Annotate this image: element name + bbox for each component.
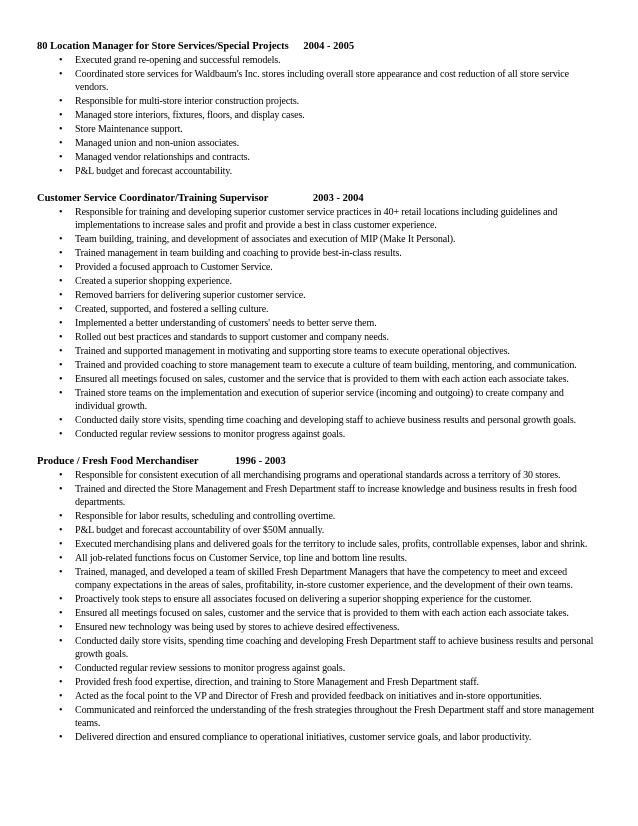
list-item: • Store Maintenance support. [75,123,602,136]
duty-list [37,206,602,441]
list-item: • Responsible for consistent execution of all merchandising programs and operational standards across a territory of 30 stores. [75,469,602,482]
list-item: • Ensured all meetings focused on sales, customer and the service that is provided to them with each action each associate takes. [75,607,602,620]
list-item: • Trained management in team building and coaching to provide best-in-class results. [75,247,602,260]
job-dates: 1996 - 2003 [235,456,286,467]
list-item: • Conducted regular review sessions to monitor progress against goals. [75,662,602,675]
job-section-produce-merchandiser [37,455,602,744]
job-section-customer-service [37,192,602,441]
job-dates: 2003 - 2004 [312,193,364,204]
list-item: • Delivered direction and ensured compliance to operational initiatives, customer service goals, and labor productivity. [75,731,602,744]
job-title: Produce / Fresh Food Merchandiser [37,456,199,467]
list-item: • Conducted regular review sessions to monitor progress against goals. [75,428,602,441]
list-item: • Communicated and reinforced the understanding of the fresh strategies throughout the Fresh Department staff and store management teams. [75,704,602,730]
list-item: • Ensured new technology was being used by stores to achieve desired effectiveness. [75,621,602,634]
list-item: • Coordinated store services for Waldbaum's Inc. stores including overall store appearance and cost reduction of all store service vendors. [75,68,602,94]
job-dates: 2004 - 2005 [303,41,355,52]
list-item: • Trained and supported management in motivating and supporting store teams to execute operational objectives. [75,345,602,358]
list-item: • Team building, training, and development of associates and execution of MIP (Make It Personal). [75,233,602,246]
list-item: • Provided fresh food expertise, direction, and training to Store Management and Fresh Department staff. [75,676,602,689]
list-item: • Provided a focused approach to Customer Service. [75,261,602,274]
list-item: • Removed barriers for delivering superior customer service. [75,289,602,302]
list-item: • Created a superior shopping experience. [75,275,602,288]
list-item: • Managed vendor relationships and contracts. [75,151,602,164]
list-item: • Executed grand re-opening and successful remodels. [75,54,602,67]
list-item: • Executed merchandising plans and delivered goals for the territory to include sales, profits, controllable expenses, labor and shrink. [75,538,602,551]
list-item: • Acted as the focal point to the VP and Director of Fresh and provided feedback on initiatives and in-store opportunities. [75,690,602,703]
list-item: • Managed union and non-union associates. [75,137,602,150]
list-item: • Proactively took steps to ensure all associates focused on delivering a superior shopping experience for the customer. [75,593,602,606]
list-item: • Trained, managed, and developed a team of skilled Fresh Department Managers that have the competency to meet and exceed company expectations in the areas of sales, profitability, in-store customer experience, and the development of their own teams. [75,566,602,592]
list-item: • Responsible for labor results, scheduling and controlling overtime. [75,510,602,523]
list-item: • Created, supported, and fostered a selling culture. [75,303,602,316]
list-item: • Responsible for training and developing superior customer service practices in 40+ retail locations including guidelines and implementations to increase sales and profit and provide a best in class customer experience. [75,206,602,232]
list-item: • P&L budget and forecast accountability. [75,165,602,178]
list-item: • Responsible for multi-store interior construction projects. [75,95,602,108]
list-item: • Ensured all meetings focused on sales, customer and the service that is provided to them with each action each associate takes. [75,373,602,386]
job-title: Customer Service Coordinator/Training Supervisor [37,193,269,204]
job-heading [37,192,602,206]
list-item: • Trained and provided coaching to store management team to execute a culture of team building, mentoring, and communication. [75,359,602,372]
job-heading [37,455,602,469]
duty-list [37,469,602,744]
duty-list [37,54,602,178]
list-item: • Conducted daily store visits, spending time coaching and developing Fresh Department staff to achieve business results and personal growth goals. [75,635,602,661]
list-item: • Rolled out best practices and standards to support customer and company needs. [75,331,602,344]
list-item: • P&L budget and forecast accountability of over $50M annually. [75,524,602,537]
job-title: 80 Location Manager for Store Services/Special Projects [37,41,289,52]
job-heading [37,40,602,54]
list-item: • Conducted daily store visits, spending time coaching and developing staff to achieve business results and personal growth goals. [75,414,602,427]
list-item: • Implemented a better understanding of customers' needs to better serve them. [75,317,602,330]
list-item: • Trained and directed the Store Management and Fresh Department staff to increase knowledge and business results in fresh food departments. [75,483,602,509]
list-item: • All job-related functions focus on Customer Service, top line and bottom line results. [75,552,602,565]
list-item: • Managed store interiors, fixtures, floors, and display cases. [75,109,602,122]
resume-page [37,40,602,745]
job-section-location-manager [37,40,602,178]
list-item: • Trained store teams on the implementation and execution of superior service (incoming and outgoing) to create company and individual growth. [75,387,602,413]
